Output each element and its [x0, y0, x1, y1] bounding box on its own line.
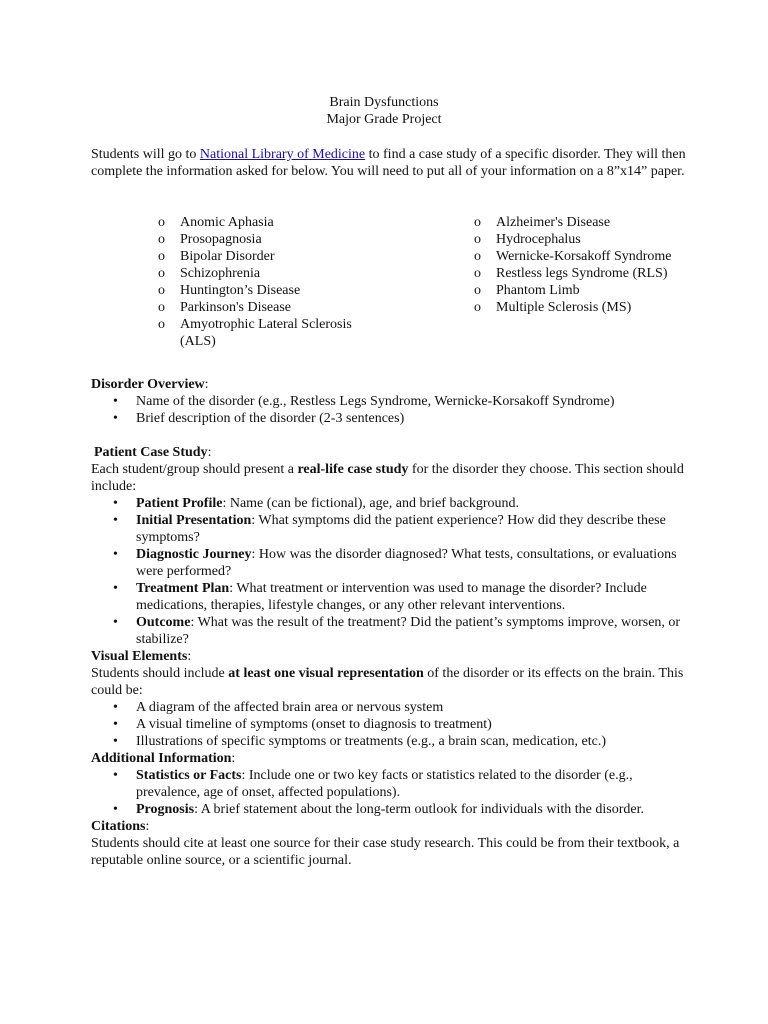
- intro-text: Each student/group should present a: [91, 462, 298, 477]
- colon: :: [145, 819, 150, 834]
- circle-bullet-icon: o: [474, 283, 481, 298]
- list-item-text: Name of the disorder (e.g., Restless Legs Syndrome, Wernicke-Korsakoff Syndrome): [136, 394, 615, 409]
- circle-bullet-icon: o: [474, 215, 481, 230]
- bullet-icon: •: [113, 734, 118, 749]
- circle-bullet-icon: o: [474, 249, 481, 264]
- citations-text: Students should cite at least one source for their case study research. This could be from their textbook, a reputable online source, or a scientific journal.: [91, 836, 680, 868]
- circle-bullet-icon: o: [158, 232, 165, 247]
- list-item: [474, 299, 684, 316]
- item-term: Prognosis: [136, 802, 195, 817]
- list-item: [158, 282, 373, 299]
- list-item: [474, 282, 684, 299]
- case-study-intro: [91, 461, 691, 495]
- document-title: Brain Dysfunctions: [329, 95, 439, 110]
- circle-bullet-icon: o: [474, 266, 481, 281]
- intro-text-before: Students will go to: [91, 147, 200, 162]
- bullet-icon: •: [113, 394, 118, 409]
- additional-list: [91, 767, 691, 818]
- item-text: : What was the result of the treatment? Did the patient’s symptoms improve, worsen, or stabilize?: [136, 615, 681, 647]
- colon: :: [207, 445, 212, 460]
- circle-bullet-icon: o: [158, 249, 165, 264]
- case-study-heading: Patient Case Study: [94, 445, 208, 460]
- list-item-text: Brief description of the disorder (2-3 sentences): [136, 411, 405, 426]
- item-text: : What treatment or intervention was used to manage the disorder? Include medications, therapies, lifestyle changes, or any other relevant interventions.: [136, 581, 647, 613]
- disorder-name: Huntington’s Disease: [180, 283, 301, 298]
- disorder-name: Multiple Sclerosis (MS): [496, 300, 632, 315]
- intro-text: for the disorder they choose. This section should include:: [91, 462, 684, 494]
- bullet-icon: •: [113, 802, 118, 817]
- item-text: : Name (can be fictional), age, and brief background.: [222, 496, 520, 511]
- list-item: [474, 231, 684, 248]
- disorder-name: Hydrocephalus: [496, 232, 581, 247]
- colon: :: [231, 751, 236, 766]
- list-item: [113, 495, 691, 512]
- list-item: [113, 410, 691, 427]
- bullet-icon: •: [113, 547, 118, 562]
- item-term: Statistics or Facts: [136, 768, 242, 783]
- bullet-icon: •: [113, 581, 118, 596]
- list-item-text: A visual timeline of symptoms (onset to diagnosis to treatment): [136, 717, 492, 732]
- circle-bullet-icon: o: [158, 283, 165, 298]
- item-text: : Include one or two key facts or statistics related to the disorder (e.g., prevalence, age of onset, affected populations).: [136, 768, 633, 800]
- intro-text: of the disorder or its effects on the brain. This could be:: [91, 666, 684, 698]
- bullet-icon: •: [113, 700, 118, 715]
- visual-intro: [91, 665, 691, 699]
- intro-text: Students should include: [91, 666, 229, 681]
- list-item: [158, 231, 373, 248]
- colon: :: [187, 649, 192, 664]
- overview-heading: Disorder Overview: [91, 377, 205, 392]
- bullet-icon: •: [113, 411, 118, 426]
- circle-bullet-icon: o: [158, 317, 165, 332]
- circle-bullet-icon: o: [474, 232, 481, 247]
- list-item: [158, 248, 373, 265]
- list-item: [113, 716, 691, 733]
- visual-heading-line: [91, 648, 691, 665]
- document-subtitle: Major Grade Project: [326, 112, 442, 127]
- circle-bullet-icon: o: [158, 300, 165, 315]
- additional-heading: Additional Information: [91, 751, 232, 766]
- disorder-name: Amyotrophic Lateral Sclerosis (ALS): [180, 317, 352, 349]
- bullet-icon: •: [113, 513, 118, 528]
- intro-paragraph: [91, 146, 691, 180]
- visual-heading: Visual Elements: [91, 649, 188, 664]
- item-text: : What symptoms did the patient experience? How did they describe these symptoms?: [136, 513, 666, 545]
- list-item-text: A diagram of the affected brain area or nervous system: [136, 700, 444, 715]
- disorder-name: Anomic Aphasia: [180, 215, 274, 230]
- intro-text-after: to find a case study of a specific disorder. They will then complete the information asked for below. You will need to put all of your information on a 8”x14” paper.: [91, 147, 686, 179]
- item-text: : A brief statement about the long-term outlook for individuals with the disorder.: [194, 802, 644, 817]
- disorder-name: Bipolar Disorder: [180, 249, 275, 264]
- item-term: Diagnostic Journey: [136, 547, 252, 562]
- disorder-name: Wernicke-Korsakoff Syndrome: [496, 249, 672, 264]
- intro-emphasis: at least one visual representation: [228, 666, 424, 681]
- spacer: [91, 427, 691, 444]
- list-item: [113, 546, 691, 580]
- overview-heading-line: [91, 376, 691, 393]
- additional-heading-line: [91, 750, 691, 767]
- list-item: [113, 512, 691, 546]
- list-item-text: Illustrations of specific symptoms or treatments (e.g., a brain scan, medication, etc.): [136, 734, 607, 749]
- list-item: [474, 214, 684, 231]
- list-item: [113, 393, 691, 410]
- case-study-heading-line: [91, 444, 691, 461]
- item-text: : How was the disorder diagnosed? What tests, consultations, or evaluations were performed?: [136, 547, 677, 579]
- list-item: [158, 214, 373, 231]
- list-item: [113, 614, 691, 648]
- disorder-list-left: [158, 214, 373, 350]
- list-item: [474, 248, 684, 265]
- title-block: [0, 94, 768, 128]
- item-term: Initial Presentation: [136, 513, 252, 528]
- case-study-list: [91, 495, 691, 648]
- list-item: [474, 265, 684, 282]
- disorder-name: Phantom Limb: [496, 283, 580, 298]
- list-item: [158, 316, 373, 350]
- list-item: [113, 699, 691, 716]
- disorder-name: Alzheimer's Disease: [496, 215, 611, 230]
- item-term: Treatment Plan: [136, 581, 230, 596]
- bullet-icon: •: [113, 615, 118, 630]
- item-term: Patient Profile: [136, 496, 223, 511]
- circle-bullet-icon: o: [474, 300, 481, 315]
- list-item: [113, 580, 691, 614]
- citations-heading-line: [91, 818, 691, 835]
- overview-list: [91, 393, 691, 427]
- visual-list: [91, 699, 691, 750]
- citations-heading: Citations: [91, 819, 146, 834]
- item-term: Outcome: [136, 615, 191, 630]
- list-item: [113, 801, 691, 818]
- list-item: [158, 299, 373, 316]
- national-library-link[interactable]: National Library of Medicine: [199, 147, 366, 162]
- list-item: [113, 733, 691, 750]
- disorder-name: Schizophrenia: [180, 266, 261, 281]
- circle-bullet-icon: o: [158, 215, 165, 230]
- disorder-name: Restless legs Syndrome (RLS): [496, 266, 668, 281]
- disorder-list-right: [474, 214, 684, 316]
- colon: :: [204, 377, 209, 392]
- bullet-icon: •: [113, 496, 118, 511]
- list-item: [113, 767, 691, 801]
- list-item: [158, 265, 373, 282]
- bullet-icon: •: [113, 717, 118, 732]
- disorder-name: Prosopagnosia: [180, 232, 262, 247]
- bullet-icon: •: [113, 768, 118, 783]
- intro-emphasis: real-life case study: [297, 462, 409, 477]
- circle-bullet-icon: o: [158, 266, 165, 281]
- assignment-body: [91, 376, 691, 869]
- disorder-name: Parkinson's Disease: [180, 300, 292, 315]
